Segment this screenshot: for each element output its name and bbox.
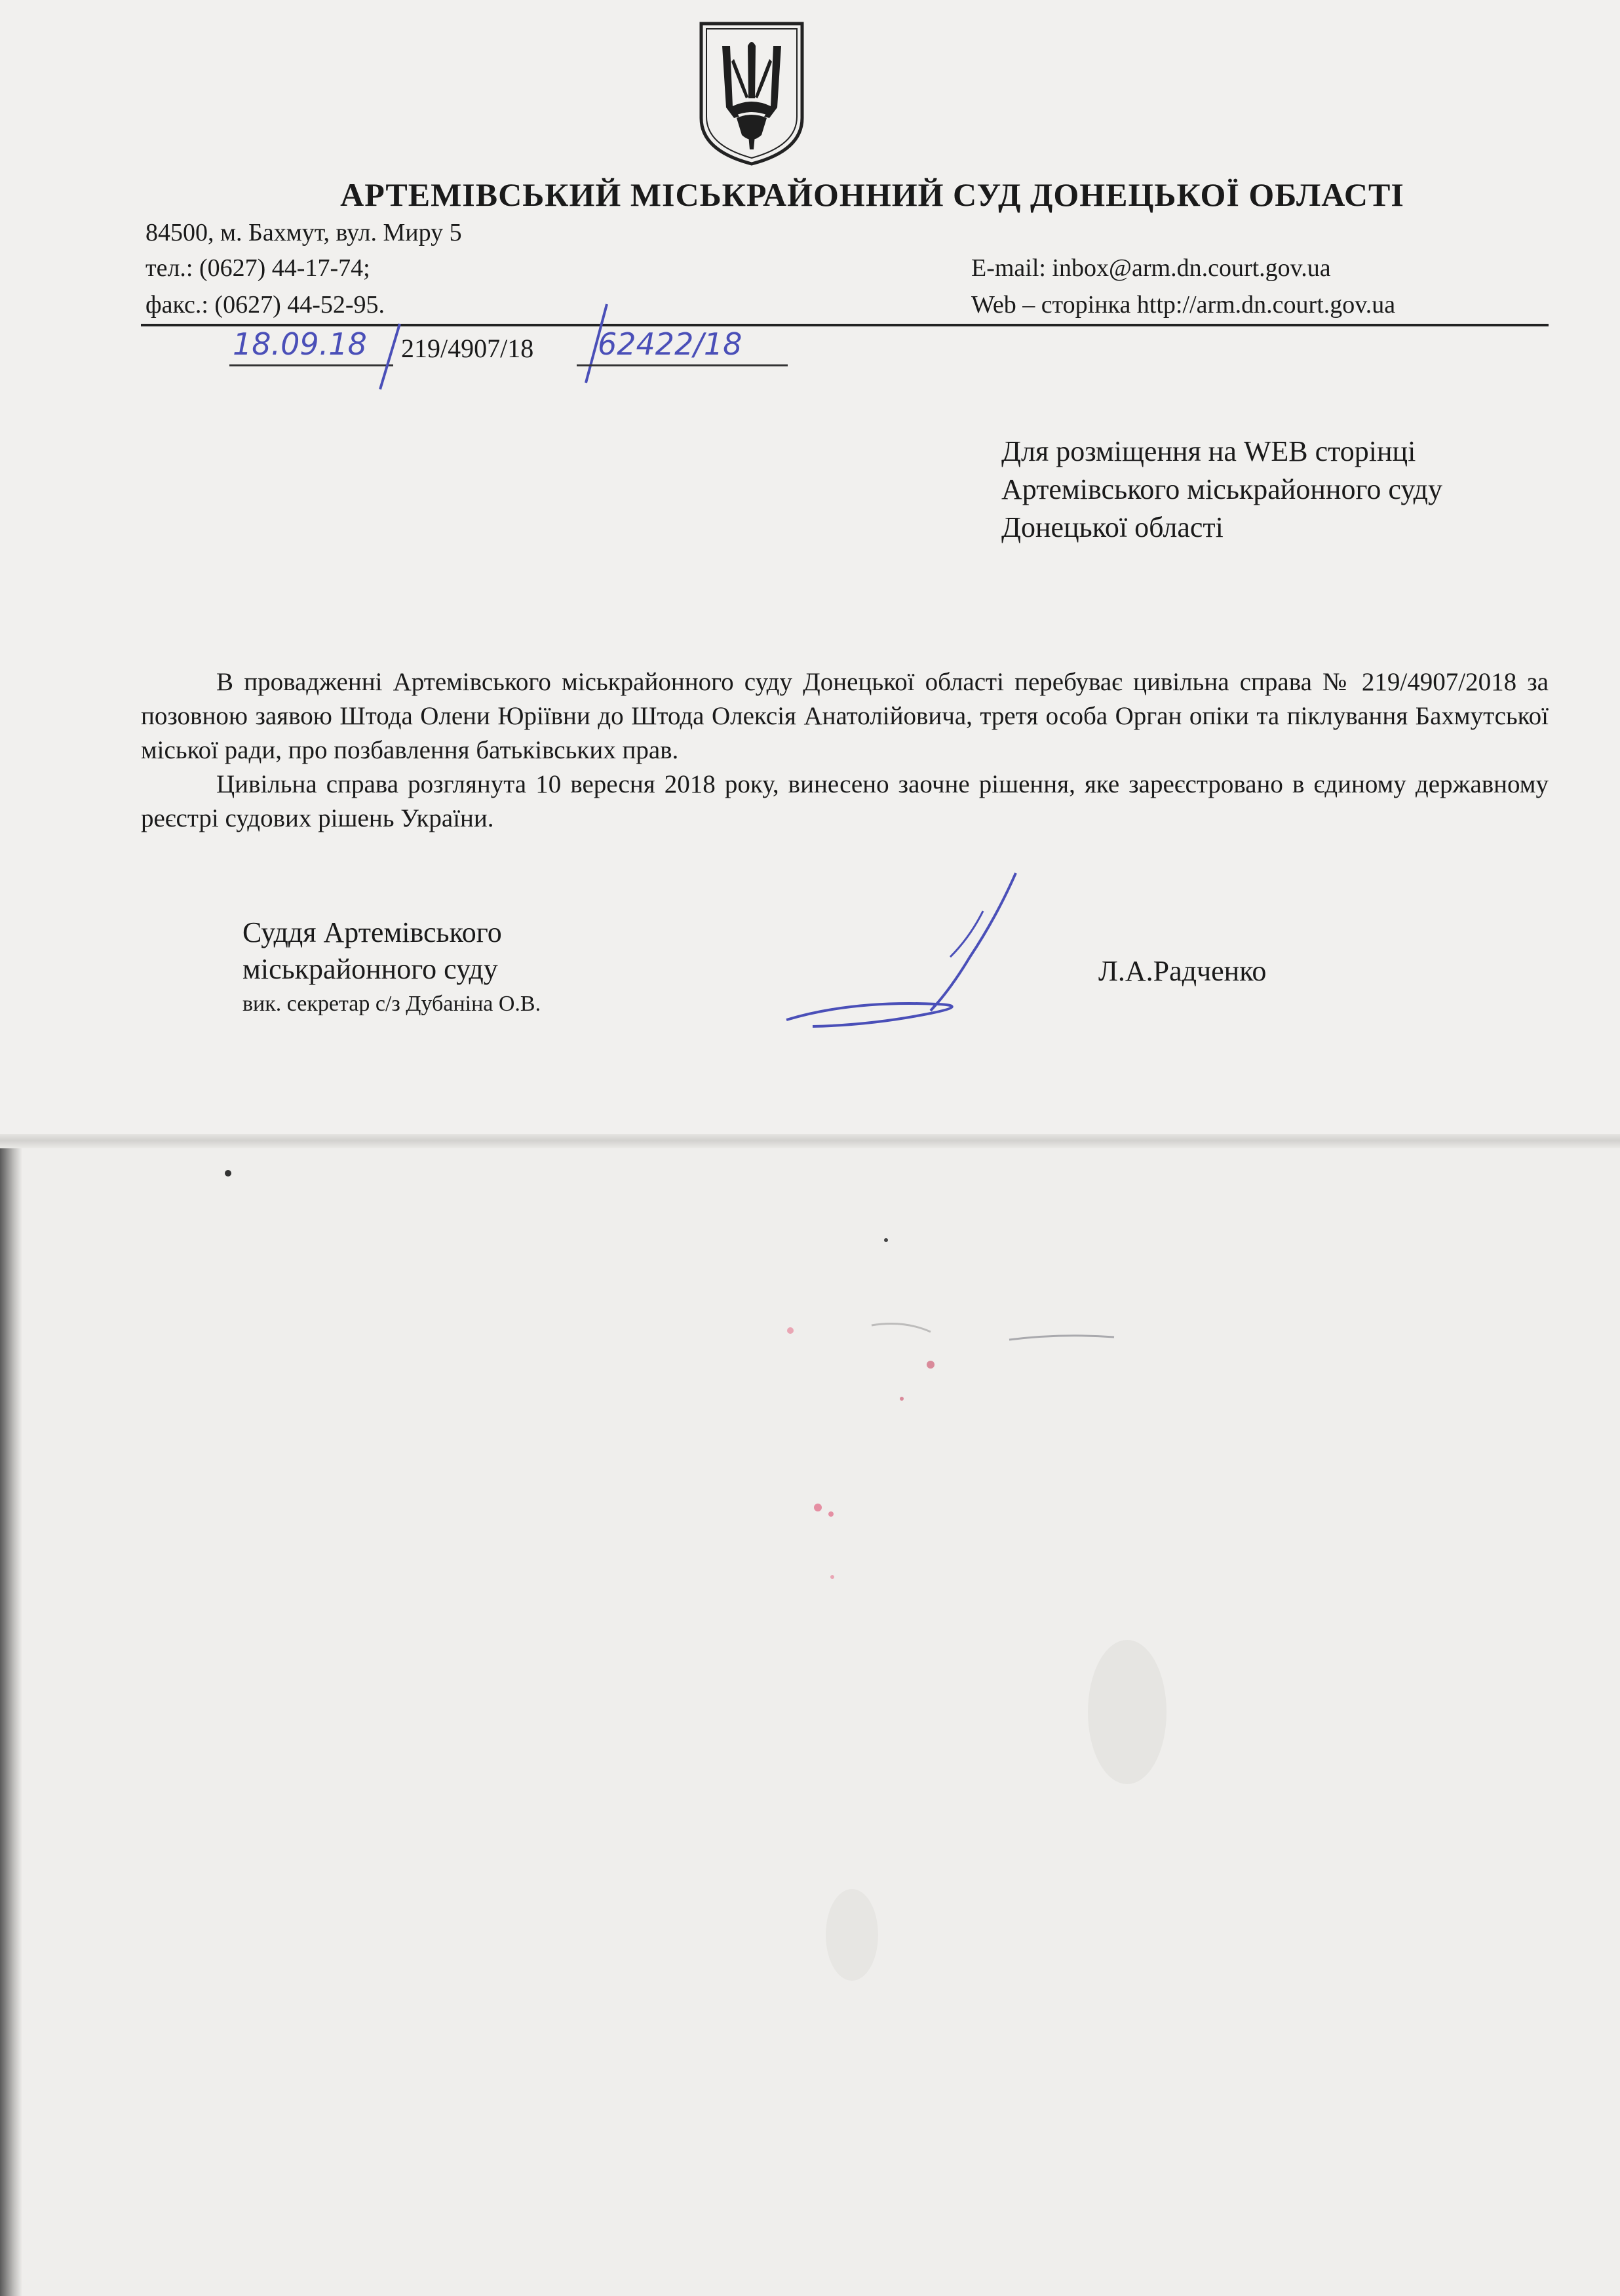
addressee-block [1001, 433, 1442, 547]
addressee-line-3: Донецької області [1001, 511, 1224, 543]
outgoing-number: 62422/18 [598, 326, 742, 362]
addressee-line-2: Артемівського міськрайонного суду [1001, 473, 1442, 505]
page-fold [0, 1134, 1620, 1148]
court-fax: факс.: (0627) 44-52-95. [145, 291, 385, 319]
executor-note: вик. секретар с/з Дубаніна О.В. [242, 992, 541, 1016]
body-paragraph-2: Цивільна справа розглянута 10 вересня 2018 року, винесено заочне рішення, яке зареєстровано в єдиному державному реєстрі судових рішень України. [141, 770, 1549, 832]
registration-date: 18.09.18 [233, 326, 367, 362]
court-address: 84500, м. Бахмут, вул. Миру 5 [145, 219, 462, 246]
trident-emblem-icon [696, 20, 807, 167]
case-number: 219/4907/18 [401, 334, 534, 363]
handwritten-signature [773, 865, 1035, 1036]
court-email: E-mail: inbox@arm.dn.court.gov.ua [971, 254, 1331, 282]
signature-block [242, 914, 541, 1021]
number-underline [577, 364, 788, 366]
judge-title-line-2: міськрайонного суду [242, 953, 498, 985]
judge-name: Л.А.Радченко [1098, 955, 1267, 987]
court-name-heading: АРТЕМІВСЬКИЙ МІСЬКРАЙОННИЙ СУД ДОНЕЦЬКОЇ ОБЛАСТІ [340, 176, 1404, 213]
date-underline [229, 364, 393, 366]
court-website: Web – сторінка http://arm.dn.court.gov.ua [971, 291, 1396, 319]
addressee-line-1: Для розміщення на WEB сторінці [1001, 435, 1416, 467]
scan-specks [0, 1148, 1620, 2296]
body-paragraph-1: В провадженні Артемівського міськрайонного суду Донецької області перебуває цивільна справа № 219/4907/2018 за позовною заявою Штода Олени Юріївни до Штода Олексія Анатолійовича, третя особа Орган опіки та піклування Бахмутської міської ради, про позбавлення батьківських прав. [141, 668, 1549, 764]
court-phone: тел.: (0627) 44-17-74; [145, 254, 370, 282]
judge-title-line-1: Суддя Артемівського [242, 916, 502, 948]
